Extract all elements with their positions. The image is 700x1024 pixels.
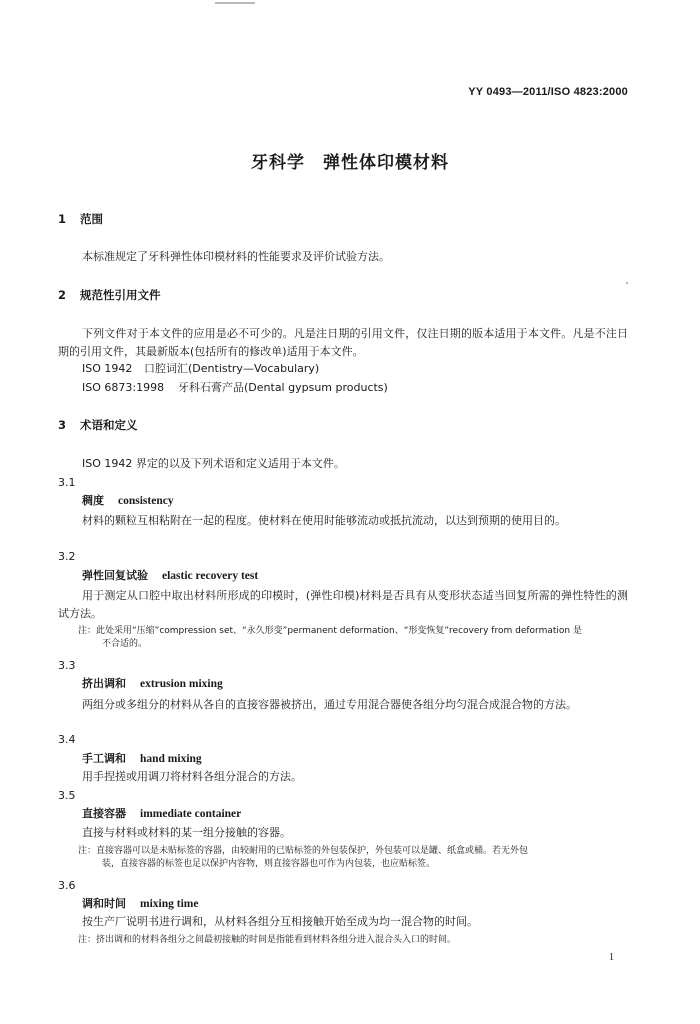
- scan-speck: [626, 282, 628, 284]
- term-heading: 直接容器 immediate container: [82, 807, 242, 820]
- scan-speck: [215, 2, 255, 4]
- term-definition: 用手捏搓或用调刀将材料各组分混合的方法。: [82, 770, 302, 783]
- term-number: 3.6: [58, 879, 76, 892]
- term-definition: 按生产厂说明书进行调和，从材料各组分互相接触开始至成为均一混合物的时间。: [82, 915, 478, 928]
- section-heading-3: 3 术语和定义: [58, 418, 138, 432]
- term-definition: 两组分或多组分的材料从各自的直接容器被挤出，通过专用混合器使各组分均匀混合成混合物的方法。: [82, 698, 577, 711]
- title-part-2: 弹性体印模材料: [323, 153, 449, 173]
- term-heading: 挤出调和 extrusion mixing: [82, 677, 223, 690]
- term-note: 注：挤出调和的材料各组分之间最初接触的时间是指能看到材料各组分进入混合头入口的时间。: [78, 935, 457, 945]
- term-note: 注：此处采用“压缩”compression set、“永久形变”permanent deformation、“形变恢复”recovery from deformation 是 不合适的。: [78, 626, 582, 649]
- standard-code: YY 0493—2011/ISO 4823:2000: [468, 86, 628, 98]
- term-number: 3.4: [58, 733, 76, 746]
- term-heading: 手工调和 hand mixing: [82, 752, 202, 765]
- term-number: 3.2: [58, 550, 76, 563]
- term-heading: 弹性回复试验 elastic recovery test: [82, 569, 259, 582]
- title-part-1: 牙科学: [251, 153, 305, 173]
- section-1-text: 本标准规定了牙科弹性体印模材料的性能要求及评价试验方法。: [82, 250, 390, 263]
- page-number: 1: [609, 952, 614, 963]
- term-number: 3.5: [58, 789, 76, 802]
- term-number: 3.1: [58, 476, 76, 489]
- term-heading: 调和时间 mixing time: [82, 897, 199, 910]
- section-2-text: 下列文件对于本文件的应用是必不可少的。凡是注日期的引用文件，仅注日期的版本适用于本文件。凡是不注日期的引用文件，其最新版本(包括所有的修改单)适用于本文件。: [58, 327, 628, 358]
- section-3-intro: ISO 1942 界定的以及下列术语和定义适用于本文件。: [82, 457, 345, 470]
- reference-item: ISO 1942 口腔词汇(Dentistry—Vocabulary): [82, 362, 320, 375]
- section-heading-1: 1 范围: [58, 212, 103, 226]
- term-definition: 材料的颗粒互相粘附在一起的程度。使材料在使用时能够流动或抵抗流动，以达到预期的使用目的。: [82, 514, 566, 527]
- term-definition: 用于测定从口腔中取出材料所形成的印模时，(弹性印模)材料是否具有从变形状态适当回复所需的弹性特性的测试方法。: [58, 589, 628, 620]
- reference-item: ISO 6873:1998 牙科石膏产品(Dental gypsum products): [82, 381, 388, 394]
- term-heading: 稠度 consistency: [82, 494, 174, 507]
- term-definition: 直接与材料或材料的某一组分接触的容器。: [82, 826, 291, 839]
- term-note: 注：直接容器可以是未贴标签的容器，由较耐用的已贴标签的外包装保护，外包装可以是罐、纸盒或桶。若无外包 装，直接容器的标签也足以保护内容物，则直接容器也可作为内包装，也应贴标签。: [78, 846, 529, 869]
- document-title: [0, 148, 700, 173]
- section-heading-2: 2 规范性引用文件: [58, 288, 161, 302]
- term-number: 3.3: [58, 659, 76, 672]
